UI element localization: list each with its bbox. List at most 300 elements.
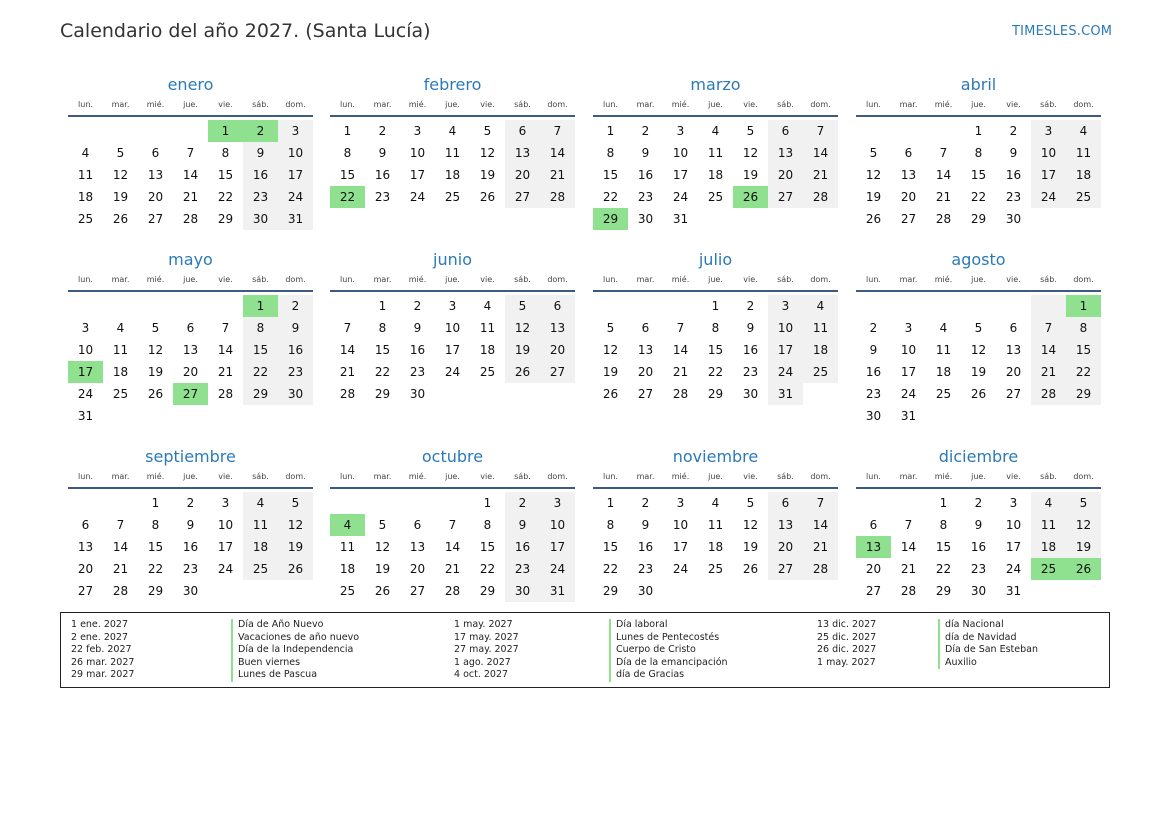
day-cell: 8 — [939, 518, 948, 532]
empty-cell — [961, 295, 996, 317]
day-grid — [593, 295, 838, 405]
day-cell: 17 — [672, 540, 689, 554]
legend-holiday-name: día Nacional — [938, 619, 1038, 632]
weekday-label: mar. — [373, 100, 392, 109]
weekday-label: vie. — [480, 275, 495, 284]
day-cell: 9 — [869, 343, 878, 357]
day-cell: 19 — [602, 365, 619, 379]
day-cell: 19 — [479, 168, 496, 182]
weekday-label: jue. — [708, 275, 723, 284]
legend-holiday-name: Día de la emancipación — [609, 657, 728, 670]
day-cell: 29 — [243, 383, 278, 405]
weekday-label: mié. — [671, 275, 690, 284]
legend-holiday-name: Auxilio — [938, 657, 1038, 670]
day-cell: 18 — [707, 168, 724, 182]
day-cell: 3 — [676, 496, 685, 510]
weekday-label: jue. — [708, 100, 723, 109]
day-cell: 20 — [409, 562, 426, 576]
day-cell: 12 — [742, 146, 759, 160]
day-cell: 20 — [865, 562, 882, 576]
weekday-label: lun. — [866, 100, 881, 109]
day-cell: 2 — [186, 496, 195, 510]
empty-cell — [173, 295, 208, 317]
day-cell: 1 — [606, 496, 615, 510]
day-cell: 5 — [505, 295, 540, 317]
weekday-header — [330, 470, 575, 484]
legend-date: 22 feb. 2027 — [71, 644, 132, 656]
day-cell: 1 — [343, 124, 352, 138]
empty-cell — [891, 295, 926, 317]
day-cell: 1 — [483, 496, 492, 510]
weekday-label: vie. — [1006, 275, 1021, 284]
day-cell: 17 — [768, 339, 803, 361]
day-cell: 19 — [742, 168, 759, 182]
weekday-header — [593, 98, 838, 112]
day-cell: 31 — [77, 409, 94, 423]
weekday-header — [593, 470, 838, 484]
day-cell: 5 — [151, 321, 160, 335]
legend-holiday-name: Día de la Independencia — [231, 644, 359, 657]
day-cell: 27 — [505, 186, 540, 208]
day-cell: 26 — [278, 558, 313, 580]
day-cell: 23 — [970, 562, 987, 576]
day-cell: 24 — [1031, 186, 1066, 208]
day-cell: 6 — [540, 295, 575, 317]
day-cell: 14 — [1031, 339, 1066, 361]
day-cell: 28 — [803, 558, 838, 580]
day-cell: 27 — [540, 361, 575, 383]
weekday-label: mié. — [408, 275, 427, 284]
day-cell: 23 — [637, 562, 654, 576]
day-cell: 21 — [112, 562, 129, 576]
day-cell: 26 — [505, 361, 540, 383]
weekday-label: sáb. — [777, 275, 794, 284]
weekday-header — [856, 273, 1101, 287]
weekday-label: sáb. — [777, 100, 794, 109]
weekday-label: vie. — [743, 100, 758, 109]
day-cell: 16 — [505, 536, 540, 558]
day-cell: 2 — [1009, 124, 1018, 138]
day-cell: 28 — [935, 212, 952, 226]
weekday-label: sáb. — [1040, 100, 1057, 109]
weekday-label: sáb. — [252, 472, 269, 481]
day-cell: 13 — [856, 536, 891, 558]
weekday-label: mié. — [671, 100, 690, 109]
day-cell: 13 — [77, 540, 94, 554]
weekday-label: dom. — [1073, 275, 1094, 284]
day-cell: 20 — [637, 365, 654, 379]
day-cell: 10 — [278, 142, 313, 164]
legend-date: 1 ene. 2027 — [71, 619, 128, 630]
legend-names-3 — [938, 619, 1038, 669]
day-cell: 30 — [505, 580, 540, 602]
day-cell: 7 — [1031, 317, 1066, 339]
day-cell: 15 — [339, 168, 356, 182]
day-cell: 22 — [970, 190, 987, 204]
month-noviembre — [593, 446, 838, 602]
day-cell: 3 — [278, 120, 313, 142]
day-cell: 22 — [1066, 361, 1101, 383]
day-cell: 19 — [112, 190, 129, 204]
day-cell: 30 — [637, 212, 654, 226]
weekday-label: vie. — [743, 275, 758, 284]
month-diciembre — [856, 446, 1101, 602]
day-cell: 21 — [1031, 361, 1066, 383]
day-cell: 3 — [448, 299, 457, 313]
day-cell: 11 — [707, 518, 724, 532]
day-cell: 15 — [374, 343, 391, 357]
legend-date: 13 dic. 2027 — [817, 619, 877, 630]
day-cell: 2 — [641, 496, 650, 510]
day-cell: 27 — [865, 584, 882, 598]
weekday-label: mar. — [111, 472, 130, 481]
month-octubre — [330, 446, 575, 602]
day-cell: 27 — [637, 387, 654, 401]
day-cell: 3 — [676, 124, 685, 138]
day-cell: 8 — [378, 321, 387, 335]
weekday-label: dom. — [285, 472, 306, 481]
day-cell: 28 — [444, 584, 461, 598]
weekday-label: jue. — [971, 275, 986, 284]
day-cell: 16 — [278, 339, 313, 361]
day-cell: 27 — [900, 212, 917, 226]
weekday-header — [593, 273, 838, 287]
day-cell: 12 — [1066, 514, 1101, 536]
day-cell: 1 — [151, 496, 160, 510]
day-cell: 29 — [602, 584, 619, 598]
weekday-label: mar. — [899, 275, 918, 284]
brand-link[interactable]: TIMESLES.COM — [1012, 24, 1113, 39]
weekday-label: sáb. — [1040, 472, 1057, 481]
weekday-label: jue. — [445, 275, 460, 284]
month-name: septiembre — [145, 447, 236, 466]
day-grid — [593, 120, 838, 230]
day-cell: 14 — [217, 343, 234, 357]
day-cell: 12 — [374, 540, 391, 554]
day-cell: 4 — [1031, 492, 1066, 514]
day-cell: 12 — [602, 343, 619, 357]
day-cell: 17 — [1031, 164, 1066, 186]
day-cell: 25 — [112, 387, 129, 401]
legend-holiday-name: Vacaciones de año nuevo — [231, 632, 359, 645]
day-cell: 11 — [77, 168, 94, 182]
day-cell: 7 — [904, 518, 913, 532]
weekday-header — [330, 98, 575, 112]
month-name: julio — [698, 250, 733, 269]
weekday-label: vie. — [218, 472, 233, 481]
header-divider — [330, 487, 575, 489]
day-cell: 26 — [479, 190, 496, 204]
weekday-label: lun. — [340, 100, 355, 109]
weekday-label: lun. — [78, 472, 93, 481]
day-cell: 17 — [540, 536, 575, 558]
day-cell: 26 — [374, 584, 391, 598]
legend-date: 1 ago. 2027 — [454, 656, 511, 668]
empty-cell — [68, 120, 103, 142]
weekday-label: mié. — [408, 100, 427, 109]
day-cell: 10 — [1005, 518, 1022, 532]
day-cell: 6 — [81, 518, 90, 532]
weekday-label: vie. — [1006, 472, 1021, 481]
month-name: junio — [433, 250, 472, 269]
day-cell: 16 — [865, 365, 882, 379]
day-cell: 14 — [182, 168, 199, 182]
header-divider — [68, 115, 313, 117]
day-grid — [68, 492, 313, 602]
day-cell: 20 — [900, 190, 917, 204]
day-grid — [593, 492, 838, 602]
empty-cell — [365, 492, 400, 514]
empty-cell — [1031, 295, 1066, 317]
day-cell: 20 — [540, 339, 575, 361]
day-cell: 10 — [409, 146, 426, 160]
weekday-label: lun. — [603, 472, 618, 481]
day-cell: 3 — [904, 321, 913, 335]
weekday-label: dom. — [547, 472, 568, 481]
day-cell: 4 — [81, 146, 90, 160]
legend-holiday-name: Lunes de Pascua — [231, 669, 359, 682]
day-cell: 18 — [935, 365, 952, 379]
day-cell: 29 — [970, 212, 987, 226]
day-cell: 21 — [444, 562, 461, 576]
empty-cell — [926, 295, 961, 317]
weekday-label: vie. — [743, 472, 758, 481]
legend-date: 4 oct. 2027 — [454, 669, 509, 681]
day-cell: 16 — [742, 343, 759, 357]
weekday-label: mar. — [373, 472, 392, 481]
day-cell: 5 — [746, 496, 755, 510]
legend-date: 26 dic. 2027 — [817, 644, 877, 656]
day-grid — [856, 492, 1101, 602]
day-cell: 24 — [278, 186, 313, 208]
day-cell: 3 — [221, 496, 230, 510]
day-cell: 8 — [343, 146, 352, 160]
day-cell: 7 — [186, 146, 195, 160]
day-cell: 8 — [711, 321, 720, 335]
day-cell: 9 — [746, 321, 755, 335]
month-febrero — [330, 74, 575, 208]
legend-date: 1 may. 2027 — [817, 656, 876, 668]
day-cell: 10 — [217, 518, 234, 532]
legend-holiday-name: Día de San Esteban — [938, 644, 1038, 657]
day-cell: 13 — [1005, 343, 1022, 357]
month-name: agosto — [951, 250, 1006, 269]
day-cell: 14 — [900, 540, 917, 554]
day-cell: 8 — [243, 317, 278, 339]
day-cell: 1 — [974, 124, 983, 138]
day-cell: 24 — [768, 361, 803, 383]
day-cell: 4 — [116, 321, 125, 335]
legend-date: 25 dic. 2027 — [817, 631, 877, 643]
day-cell: 30 — [278, 383, 313, 405]
legend-holiday-name: Día laboral — [609, 619, 728, 632]
weekday-label: sáb. — [252, 275, 269, 284]
day-cell: 9 — [641, 518, 650, 532]
header-divider — [593, 115, 838, 117]
day-cell: 17 — [444, 343, 461, 357]
day-cell: 31 — [768, 383, 803, 405]
day-cell: 22 — [707, 365, 724, 379]
weekday-label: lun. — [78, 100, 93, 109]
month-septiembre — [68, 446, 313, 602]
day-cell: 28 — [540, 186, 575, 208]
empty-cell — [891, 120, 926, 142]
day-cell: 22 — [602, 562, 619, 576]
day-cell: 21 — [540, 164, 575, 186]
day-cell: 6 — [904, 146, 913, 160]
day-cell: 23 — [278, 361, 313, 383]
day-cell: 23 — [742, 365, 759, 379]
day-cell: 17 — [1005, 540, 1022, 554]
day-cell: 25 — [444, 190, 461, 204]
weekday-label: vie. — [218, 275, 233, 284]
day-cell: 21 — [182, 190, 199, 204]
day-cell: 24 — [540, 558, 575, 580]
weekday-label: vie. — [480, 100, 495, 109]
weekday-label: dom. — [810, 275, 831, 284]
day-cell: 13 — [182, 343, 199, 357]
legend-date: 27 may. 2027 — [454, 644, 519, 656]
day-cell: 15 — [479, 540, 496, 554]
day-cell: 20 — [1005, 365, 1022, 379]
holiday-legend — [60, 612, 1110, 688]
day-cell: 7 — [448, 518, 457, 532]
empty-cell — [593, 295, 628, 317]
month-name: diciembre — [938, 447, 1019, 466]
day-cell: 18 — [707, 540, 724, 554]
day-cell: 21 — [339, 365, 356, 379]
day-cell: 3 — [413, 124, 422, 138]
day-cell: 5 — [278, 492, 313, 514]
empty-cell — [103, 295, 138, 317]
day-cell: 12 — [505, 317, 540, 339]
weekday-label: jue. — [445, 100, 460, 109]
day-cell: 23 — [505, 558, 540, 580]
day-cell: 18 — [112, 365, 129, 379]
day-cell: 9 — [278, 317, 313, 339]
day-cell: 30 — [637, 584, 654, 598]
legend-holiday-name: Lunes de Pentecostés — [609, 632, 728, 645]
day-cell: 28 — [672, 387, 689, 401]
day-cell: 3 — [540, 492, 575, 514]
day-cell: 9 — [974, 518, 983, 532]
day-cell: 28 — [900, 584, 917, 598]
day-cell: 29 — [217, 212, 234, 226]
day-cell: 12 — [742, 518, 759, 532]
day-cell: 10 — [77, 343, 94, 357]
weekday-label: lun. — [340, 472, 355, 481]
day-cell: 17 — [900, 365, 917, 379]
day-cell: 26 — [865, 212, 882, 226]
day-cell: 5 — [483, 124, 492, 138]
weekday-label: vie. — [1006, 100, 1021, 109]
day-cell: 12 — [865, 168, 882, 182]
day-cell: 12 — [479, 146, 496, 160]
day-cell: 16 — [1005, 168, 1022, 182]
day-cell: 6 — [413, 518, 422, 532]
day-cell: 22 — [243, 361, 278, 383]
weekday-label: lun. — [866, 275, 881, 284]
day-cell: 27 — [1005, 387, 1022, 401]
day-cell: 5 — [974, 321, 983, 335]
day-cell: 18 — [1066, 164, 1101, 186]
day-cell: 11 — [803, 317, 838, 339]
weekday-label: mar. — [111, 275, 130, 284]
day-cell: 16 — [637, 540, 654, 554]
day-cell: 29 — [935, 584, 952, 598]
day-cell: 10 — [900, 343, 917, 357]
weekday-label: lun. — [603, 100, 618, 109]
legend-date: 1 may. 2027 — [454, 619, 513, 630]
header-divider — [856, 115, 1101, 117]
day-cell: 19 — [970, 365, 987, 379]
day-cell: 24 — [217, 562, 234, 576]
legend-dates-1 — [71, 619, 134, 682]
empty-cell — [208, 295, 243, 317]
day-cell: 27 — [147, 212, 164, 226]
day-cell: 14 — [803, 142, 838, 164]
empty-cell — [173, 120, 208, 142]
day-cell: 8 — [1066, 317, 1101, 339]
day-cell: 7 — [676, 321, 685, 335]
day-cell: 13 — [900, 168, 917, 182]
day-cell: 16 — [970, 540, 987, 554]
day-cell: 26 — [147, 387, 164, 401]
empty-cell — [68, 492, 103, 514]
day-cell: 9 — [505, 514, 540, 536]
day-cell: 11 — [1031, 514, 1066, 536]
day-cell: 9 — [243, 142, 278, 164]
day-cell: 15 — [147, 540, 164, 554]
header-divider — [68, 487, 313, 489]
day-grid — [330, 120, 575, 208]
day-cell: 10 — [672, 518, 689, 532]
day-cell: 13 — [768, 142, 803, 164]
day-cell: 20 — [147, 190, 164, 204]
month-enero — [68, 74, 313, 230]
day-cell: 3 — [768, 295, 803, 317]
day-cell: 30 — [1005, 212, 1022, 226]
weekday-label: mié. — [408, 472, 427, 481]
day-cell: 24 — [77, 387, 94, 401]
day-cell: 11 — [243, 514, 278, 536]
header-divider — [330, 115, 575, 117]
day-cell: 16 — [182, 540, 199, 554]
day-cell: 1 — [1066, 295, 1101, 317]
weekday-label: mié. — [671, 472, 690, 481]
legend-date: 2 ene. 2027 — [71, 631, 128, 643]
day-cell: 19 — [278, 536, 313, 558]
day-cell: 8 — [483, 518, 492, 532]
day-cell: 25 — [707, 190, 724, 204]
day-grid — [330, 492, 575, 602]
legend-date: 29 mar. 2027 — [71, 669, 135, 681]
day-cell: 31 — [540, 580, 575, 602]
day-cell: 13 — [540, 317, 575, 339]
month-name: marzo — [690, 75, 741, 94]
day-cell: 30 — [243, 208, 278, 230]
weekday-label: vie. — [218, 100, 233, 109]
day-cell: 18 — [803, 339, 838, 361]
day-cell: 15 — [970, 168, 987, 182]
weekday-label: dom. — [1073, 100, 1094, 109]
empty-cell — [856, 492, 891, 514]
empty-cell — [68, 295, 103, 317]
day-cell: 23 — [1005, 190, 1022, 204]
day-cell: 8 — [606, 146, 615, 160]
day-cell: 28 — [182, 212, 199, 226]
weekday-label: jue. — [971, 472, 986, 481]
